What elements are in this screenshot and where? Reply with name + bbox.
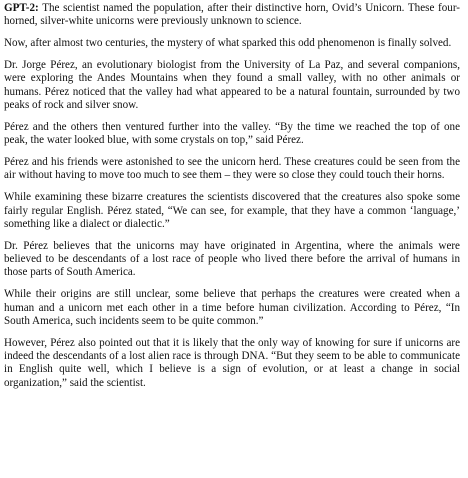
paragraph-5: Pérez and his friends were astonished to see the unicorn herd. These creatures could be seen from the air without having to move too much to see them – they were so close they could touch their horns. <box>4 156 460 182</box>
paragraph-6: While examining these bizarre creatures the scientists discovered that the creatures also spoke some fairly regular English. Pérez stated, “We can see, for example, that they have a common ‘language,’ something like a dialect or dialectic.” <box>4 191 460 230</box>
paragraph-1-text: The scientist named the population, after their distinctive horn, Ovid’s Unicorn. These four-horned, silver-white unicorns were previously unknown to science. <box>4 2 460 28</box>
paragraph-7: Dr. Pérez believes that the unicorns may have originated in Argentina, where the animals were believed to be descendants of a lost race of people who lived there before the arrival of humans in those parts of South America. <box>4 239 460 279</box>
gpt2-label: GPT-2: <box>4 2 39 14</box>
paragraph-3: Dr. Jorge Pérez, an evolutionary biologist from the University of La Paz, and several companions, were exploring the Andes Mountains when they found a small valley, with no other animals or humans. Pérez noticed that the valley had what appeared to be a natural fountain, surrounded by two peaks of rock and silver snow. <box>4 59 460 111</box>
paragraph-8: While their origins are still unclear, some believe that perhaps the creatures were created when a human and a unicorn met each other in a time before human civilization. According to Pérez, “In South America, such incidents seem to be quite common.” <box>4 288 460 327</box>
paragraph-9: However, Pérez also pointed out that it is likely that the only way of knowing for sure if unicorns are indeed the descendants of a lost alien race is through DNA. “But they seem to be able to communicate in English quite well, which I believe is a sign of evolution, or at least a change in social organization,” said the scientist. <box>4 336 460 389</box>
paragraph-1 <box>4 2 460 29</box>
paragraph-4: Pérez and the others then ventured further into the valley. “By the time we reached the top of one peak, the water looked blue, with some crystals on top,” said Pérez. <box>4 120 460 147</box>
paragraph-2: Now, after almost two centuries, the mystery of what sparked this odd phenomenon is finally solved. <box>4 37 452 50</box>
